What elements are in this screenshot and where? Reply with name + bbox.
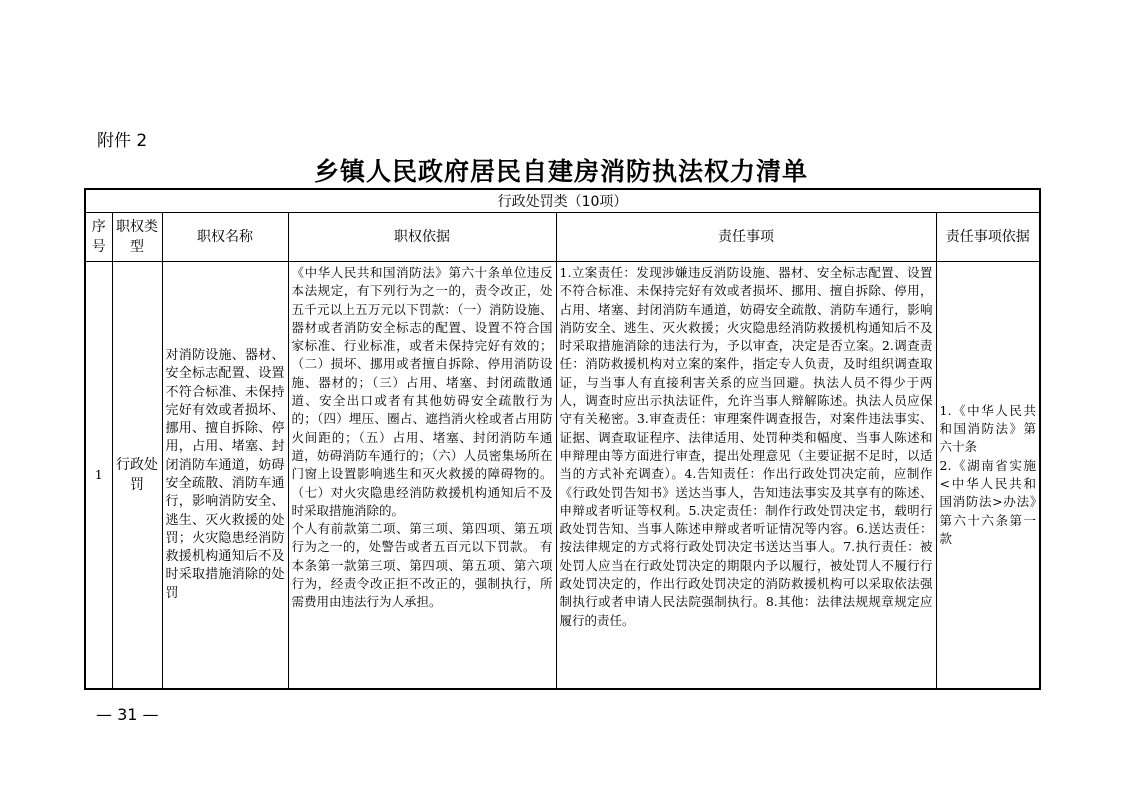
row-basis: 《中华人民共和国消防法》第六十条单位违反本法规定，有下列行为之一的，责令改正，处五千元以上五万元以下罚款：（一）消防设施、器材或者消防安全标志的配置、设置不符合国家标准、行业标准，或者未保持完好有效的；（二）损坏、挪用或者擅自拆除、停用消防设施、器材的；（三）占用、堵塞、封闭疏散通道、安全出口或者有其他妨碍安全疏散行为的；（四）埋压、圈占、遮挡消火栓或者占用防火间距的；（五）占用、堵塞、封闭消防车通道，妨碍消防车通行的；（六）人员密集场所在门窗上设置影响逃生和灭火救援的障碍物的。 （七）对火灾隐患经消防救援机构通知后不及时采取措施消除的。 个人有前款第二项、第三项、第四项、第五项行为之一的，处警告或者五百元以下罚款。 有本条第一款第三项、第四项、第五项、第六项行为，经责令改正拒不改正的，强制执行，所需费用由违法行为人承担。 xyxy=(288,262,556,690)
row-type: 行政处罚 xyxy=(112,262,162,690)
header-index: 序号 xyxy=(85,213,112,262)
table-row xyxy=(85,262,1040,690)
header-type: 职权类型 xyxy=(112,213,162,262)
header-basis: 职权依据 xyxy=(288,213,556,262)
header-responsibility-basis: 责任事项依据 xyxy=(936,213,1040,262)
header-row xyxy=(85,213,1040,262)
header-responsibility: 责任事项 xyxy=(556,213,936,262)
page-title: 乡镇人民政府居民自建房消防执法权力清单 xyxy=(313,157,808,186)
category-label: 行政处罚类（10项） xyxy=(85,189,1040,213)
row-responsibility: 1.立案责任：发现涉嫌违反消防设施、器材、安全标志配置、设置不符合标准、未保持完好有效或者损坏、挪用、擅自拆除、停用，占用、堵塞、封闭消防车通道，妨碍安全疏散、消防车通行，影响消防安全、逃生、灭火救援；火灾隐患经消防救援机构通知后不及时采取措施消除的违法行为，予以审查，决定是否立案。2.调查责任：消防救援机构对立案的案件，指定专人负责，及时组织调查取证，与当事人有直接利害关系的应当回避。执法人员不得少于两人，调查时应出示执法证件，允许当事人辩解陈述。执法人员应保守有关秘密。3.审查责任：审理案件调查报告，对案件违法事实、证据、调查取证程序、法律适用、处罚种类和幅度、当事人陈述和申辩理由等方面进行审查，提出处理意见（主要证据不足时，以适当的方式补充调查）。4.告知责任：作出行政处罚决定前，应制作《行政处罚告知书》送达当事人，告知违法事实及其享有的陈述、申辩或者听证等权利。5.决定责任：制作行政处罚决定书，载明行政处罚告知、当事人陈述申辩或者听证情况等内容。6.送达责任：按法律规定的方式将行政处罚决定书送达当事人。7.执行责任：被处罚人应当在行政处罚决定的期限内予以履行，被处罚人不履行行政处罚决定的，作出行政处罚决定的消防救援机构可以采取依法强制执行或者申请人民法院强制执行。8.其他：法律法规规章规定应履行的责任。 xyxy=(556,262,936,690)
row-name: 对消防设施、器材、安全标志配置、设置不符合标准、未保持完好有效或者损坏、挪用、擅自拆除、停用，占用、堵塞、封闭消防车通道，妨碍安全疏散、消防车通行，影响消防安全、逃生、灭火救援的处罚；火灾隐患经消防救援机构通知后不及时采取措施消除的处罚 xyxy=(162,262,288,690)
power-list-table xyxy=(84,188,1041,690)
page-number: — 31 — xyxy=(96,705,159,724)
category-row xyxy=(85,189,1040,213)
row-responsibility-basis: 1.《中华人民共和国消防法》第六十条 2.《湖南省实施<中华人民共和国消防法>办法》第六十六条第一款 xyxy=(936,262,1040,690)
header-name: 职权名称 xyxy=(162,213,288,262)
attachment-label: 附件 2 xyxy=(97,131,148,151)
row-index: 1 xyxy=(85,262,112,690)
